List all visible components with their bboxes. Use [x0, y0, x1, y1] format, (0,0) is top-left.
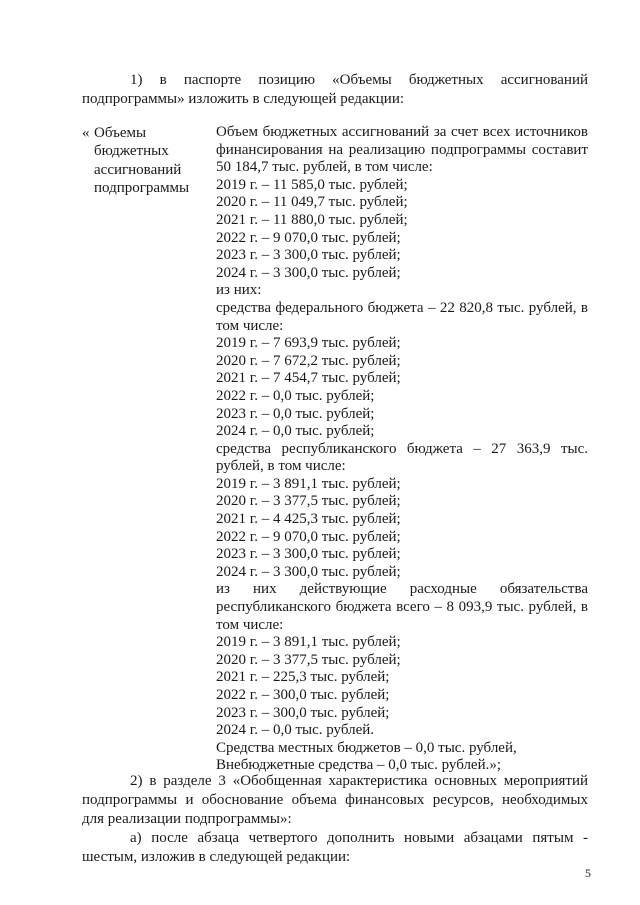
- intro-line-1: 1) в паспорте позицию «Объемы бюджетных ассигнований: [130, 72, 588, 88]
- section2-line-2: подпрограммы и обоснование объема финансовых ресурсов, необходимых: [82, 792, 588, 808]
- section2a-line-1: а) после абзаца четвертого дополнить новыми абзацами пятым -: [130, 830, 588, 846]
- value-line: Объем бюджетных ассигнований за счет всех источников: [216, 124, 588, 140]
- value-line: из них:: [216, 282, 262, 299]
- value-line: 2020 г. – 11 049,7 тыс. рублей;: [216, 194, 408, 211]
- value-line: республиканского бюджета всего – 8 093,9 тыс. рублей, в: [216, 599, 588, 616]
- value-line: 2020 г. – 7 672,2 тыс. рублей;: [216, 352, 401, 369]
- value-line: том числе:: [216, 317, 284, 334]
- value-line: 2021 г. – 7 454,7 тыс. рублей;: [216, 370, 401, 387]
- value-line: 2019 г. – 7 693,9 тыс. рублей;: [216, 335, 401, 352]
- value-line: 2023 г. – 300,0 тыс. рублей;: [216, 704, 390, 721]
- value-line: 2022 г. – 0,0 тыс. рублей;: [216, 387, 375, 404]
- label-line: бюджетных: [94, 143, 169, 160]
- value-line: 2019 г. – 3 891,1 тыс. рублей;: [216, 634, 401, 651]
- value-line: 2020 г. – 3 377,5 тыс. рублей;: [216, 651, 401, 668]
- page-number: 5: [585, 866, 591, 880]
- section2a-line-2: шестым, изложив в следующей редакции:: [82, 849, 351, 865]
- value-line: 2024 г. – 0,0 тыс. рублей.: [216, 722, 375, 739]
- value-line: том числе:: [216, 616, 284, 633]
- value-line: финансирования на реализацию подпрограммы составит: [216, 141, 588, 158]
- label-line: ассигнований: [94, 161, 182, 178]
- value-line: Внебюджетные средства – 0,0 тыс. рублей.»;: [216, 757, 502, 774]
- value-line: 2019 г. – 3 891,1 тыс. рублей;: [216, 475, 401, 492]
- value-line: 2023 г. – 3 300,0 тыс. рублей;: [216, 247, 401, 264]
- value-line: 2022 г. – 9 070,0 тыс. рублей;: [216, 229, 401, 246]
- value-line: 2023 г. – 0,0 тыс. рублей;: [216, 405, 375, 422]
- value-line: Средства местных бюджетов – 0,0 тыс. рублей,: [216, 739, 517, 756]
- value-line: средства федерального бюджета – 22 820,8 тыс. рублей, в: [216, 299, 588, 316]
- value-line: 2024 г. – 3 300,0 тыс. рублей;: [216, 563, 401, 580]
- label-line: подпрограммы: [94, 180, 190, 197]
- value-line: из них действующие расходные обязательства: [216, 581, 588, 598]
- value-line: 2021 г. – 11 880,0 тыс. рублей;: [216, 211, 408, 228]
- section2-line-3: для реализации подпрограммы»:: [82, 811, 292, 827]
- value-line: 2022 г. – 300,0 тыс. рублей;: [216, 687, 390, 703]
- value-line: рублей, в том числе:: [216, 458, 346, 475]
- value-line: 2021 г. – 4 425,3 тыс. рублей;: [216, 511, 401, 528]
- value-line: 50 184,7 тыс. рублей, в том числе:: [216, 159, 433, 176]
- open-quote: «: [82, 125, 90, 141]
- value-line: 2023 г. – 3 300,0 тыс. рублей;: [216, 546, 401, 563]
- label-line: Объемы: [94, 125, 147, 141]
- value-line: 2024 г. – 0,0 тыс. рублей;: [216, 423, 375, 440]
- passport-label: [94, 124, 206, 198]
- value-line: 2019 г. – 11 585,0 тыс. рублей;: [216, 176, 408, 193]
- value-line: 2020 г. – 3 377,5 тыс. рублей;: [216, 493, 401, 510]
- passport-value: [216, 124, 588, 775]
- value-line: 2024 г. – 3 300,0 тыс. рублей;: [216, 264, 401, 281]
- value-line: средства республиканского бюджета – 27 363,9 тыс.: [216, 440, 588, 457]
- value-line: 2022 г. – 9 070,0 тыс. рублей;: [216, 528, 401, 545]
- value-line: 2021 г. – 225,3 тыс. рублей;: [216, 669, 390, 686]
- intro-line-2: подпрограммы» изложить в следующей редакции:: [82, 91, 405, 107]
- section2-line-1: 2) в разделе 3 «Обобщенная характеристика основных мероприятий: [130, 773, 588, 789]
